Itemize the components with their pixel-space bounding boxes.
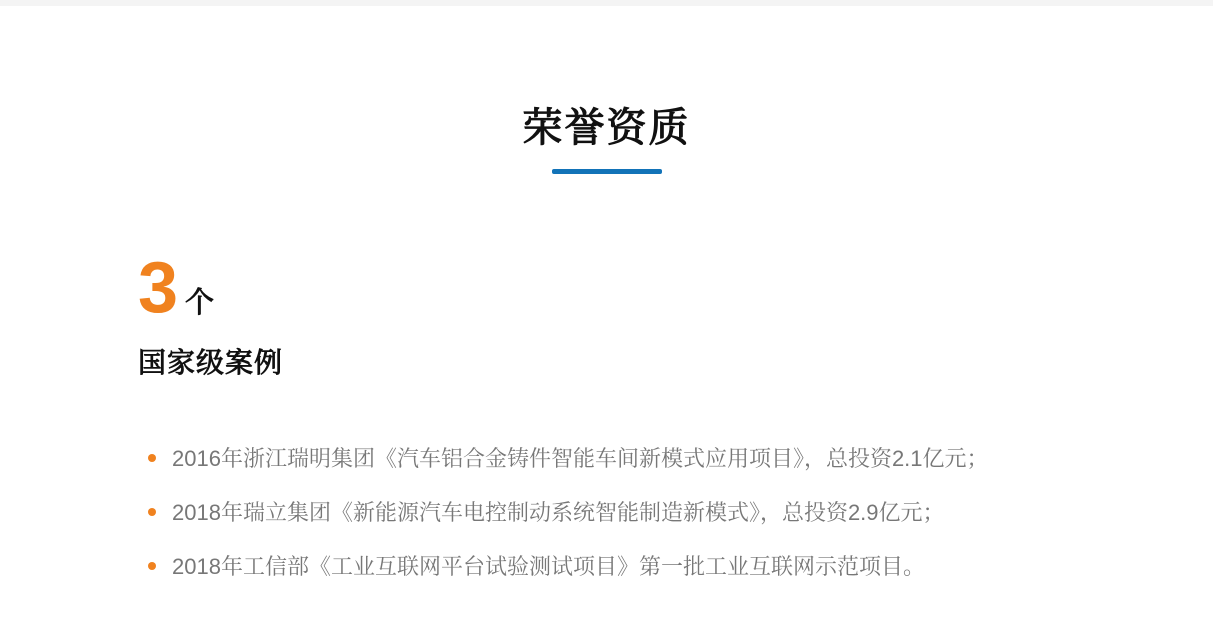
stat-label: 国家级案例 (138, 347, 284, 378)
case-text: 2018年工信部《工业互联网平台试验测试项目》第一批工业互联网示范项目。 (172, 554, 925, 580)
case-item (138, 551, 1075, 582)
case-text: 2018年瑞立集团《新能源汽车电控制动系统智能制造新模式》，总投资2.9亿元； (172, 500, 945, 526)
case-list (138, 443, 1075, 582)
bullet-dot-icon (148, 562, 156, 570)
top-strip (0, 0, 1213, 6)
case-item (138, 497, 1075, 528)
bullet-dot-icon (148, 454, 156, 462)
bullet-dot-icon (148, 508, 156, 516)
honor-section (0, 108, 1213, 582)
honor-content (138, 174, 1075, 582)
stat-count: 3 (138, 248, 179, 328)
case-item (138, 443, 1075, 474)
section-title: 荣誉资质 (522, 106, 691, 150)
stat-number-row (138, 248, 1075, 344)
national-cases-stat (138, 248, 1075, 379)
case-text: 2016年浙江瑞明集团《汽车铝合金铸件智能车间新模式应用项目》，总投资2.1亿元； (172, 446, 989, 472)
stat-unit: 个 (185, 287, 215, 319)
